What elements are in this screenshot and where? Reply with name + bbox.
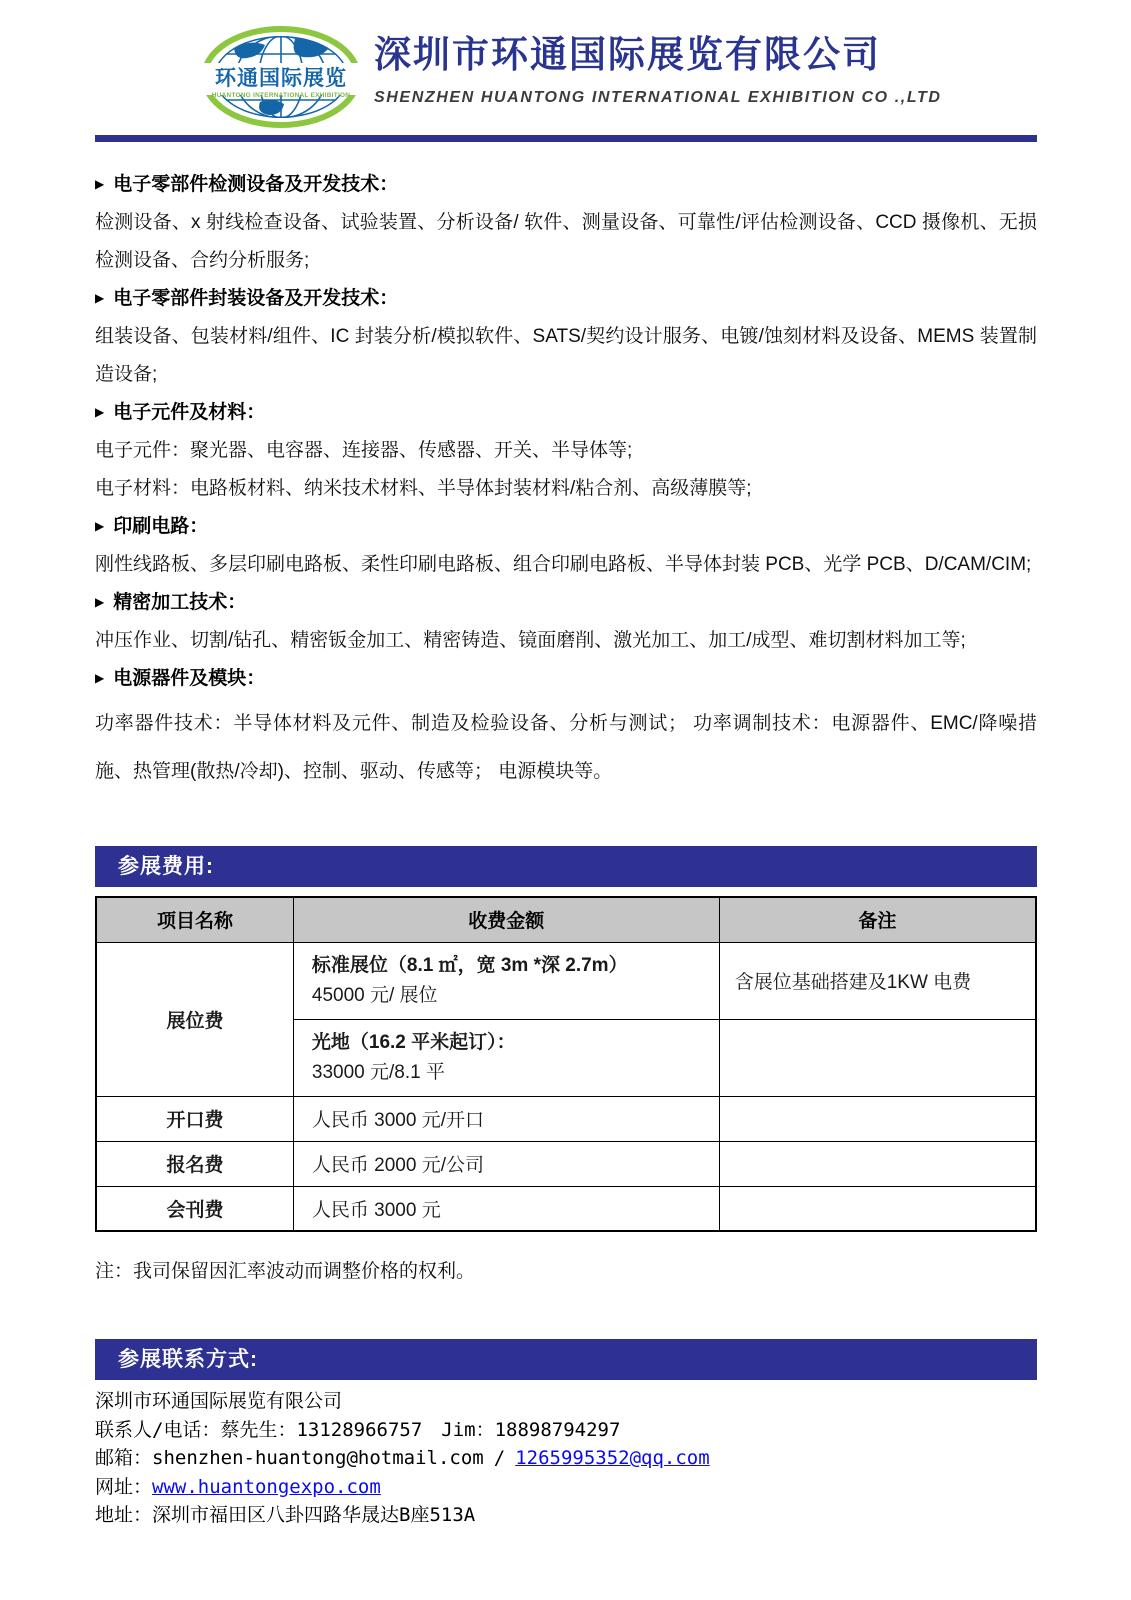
section-heading [95,508,1037,546]
raw-space-title: 光地（16.2 平米起订）： [311,1031,516,1053]
section-heading [95,280,1037,318]
section-body: 组装设备、包装材料/组件、IC 封装分析/模拟软件、SATS/契约设计服务、电镀/蚀刻材料及设备、MEMS 装置制造设备; [95,326,1037,385]
table-row-standard-booth [96,942,1036,1019]
standard-booth-remark: 含展位基础搭建及1KW 电费 [719,942,1036,1019]
web-label: 网址： [95,1475,153,1498]
qq-email-link[interactable]: 1265995352@qq.com [515,1447,710,1469]
section-body: 电子材料：电路板材料、纳米技术材料、半导体封装材料/粘合剂、高级薄膜等; [95,478,752,499]
standard-booth-charge-cell [293,942,719,1019]
header-divider [95,135,1037,142]
section-title: 电源器件及模块： [113,668,266,689]
col-header-item: 项目名称 [96,897,293,942]
catalog-fee-charge: 人民币 3000 元 [293,1186,719,1231]
section-precision-machining [95,584,1037,660]
raw-space-charge-cell [293,1019,719,1096]
opening-fee-charge: 人民币 3000 元/开口 [293,1096,719,1141]
huantong-globe-logo-icon [200,26,362,128]
email-primary: shenzhen-huantong@hotmail.com [152,1447,484,1469]
fees-banner: 参展费用: [95,846,1037,887]
phone-label: 联系人/电话： [95,1418,221,1441]
contact-company: 深圳市环通国际展览有限公司 [95,1390,343,1412]
booth-fee-cell: 展位费 [96,942,293,1096]
email-label: 邮箱： [95,1447,153,1469]
registration-fee-item: 报名费 [96,1141,293,1186]
contact-address-line [95,1501,1037,1530]
phone-value: 蔡先生：13128966757 Jim：18898794297 [220,1418,621,1441]
catalog-fee-remark [719,1186,1036,1231]
section-title: 电子零部件封装设备及开发技术： [113,288,399,309]
section-body: 冲压作业、切割/钻孔、精密钣金加工、精密铸造、镜面磨削、激光加工、加工/成型、难切割材料加工等; [95,630,966,651]
section-components-materials [95,394,1037,508]
section-power-devices [95,660,1037,796]
logo-en-text: HUANTONG INTERNATIONAL EXHIBITION [211,92,351,99]
triangle-bullet-icon: ▶ [95,291,105,305]
triangle-bullet-icon: ▶ [95,519,105,533]
col-header-charge: 收费金额 [293,897,719,942]
standard-booth-price: 45000 元/ 展位 [311,984,438,1006]
company-title-cn: 深圳市环通国际展览有限公司 [374,34,881,75]
section-title: 电子零部件检测设备及开发技术： [113,174,399,195]
contact-banner: 参展联系方式: [95,1339,1037,1380]
section-body: 刚性线路板、多层印刷电路板、柔性印刷电路板、组合印刷电路板、半导体封装 PCB、光学 PCB、D/CAM/CIM; [95,554,1032,575]
contact-phone-line [95,1416,1037,1445]
exhibit-scope-sections [95,166,1037,796]
registration-fee-charge: 人民币 2000 元/公司 [293,1141,719,1186]
contact-block [95,1387,1037,1530]
header-text [374,26,942,107]
website-link[interactable]: www.huantongexpo.com [152,1475,381,1498]
email-separator: / [493,1447,506,1469]
section-title: 精密加工技术： [113,592,247,613]
section-body: 功率器件技术：半导体材料及元件、制造及检验设备、分析与测试； 功率调制技术：电源器件、EMC/降噪措施、热管理(散热/冷却)、控制、驱动、传感等； 电源模块等。 [95,713,1037,782]
catalog-fee-item: 会刊费 [96,1186,293,1231]
triangle-bullet-icon: ▶ [95,671,105,685]
triangle-bullet-icon: ▶ [95,177,105,191]
section-body: 检测设备、x 射线检查设备、试验装置、分析设备/ 软件、测量设备、可靠性/评估检测设备、CCD 摄像机、无损检测设备、合约分析服务; [95,212,1037,271]
section-printed-circuits [95,508,1037,584]
section-heading [95,166,1037,204]
section-title: 印刷电路： [113,516,209,537]
table-row-registration-fee [96,1141,1036,1186]
address-value: 深圳市福田区八卦四路华晟达B座513A [152,1504,476,1526]
section-packaging-equipment [95,280,1037,394]
triangle-bullet-icon: ▶ [95,405,105,419]
raw-space-price: 33000 元/8.1 平 [311,1061,445,1083]
address-label: 地址： [95,1504,153,1526]
opening-fee-remark [719,1096,1036,1141]
registration-fee-remark [719,1141,1036,1186]
col-header-remark: 备注 [719,897,1036,942]
table-row-catalog-fee [96,1186,1036,1231]
company-title-en: SHENZHEN HUANTONG INTERNATIONAL EXHIBITION CO .,LTD [374,88,942,106]
fee-table-header-row [96,897,1036,942]
triangle-bullet-icon: ▶ [95,595,105,609]
opening-fee-item: 开口费 [96,1096,293,1141]
raw-space-remark [719,1019,1036,1096]
section-heading [95,584,1037,622]
exchange-rate-note: 注：我司保留因汇率波动而调整价格的权利。 [95,1261,476,1282]
section-heading [95,394,1037,432]
fee-table [95,896,1037,1232]
contact-email-line [95,1444,1037,1473]
section-body: 电子元件：聚光器、电容器、连接器、传感器、开关、半导体等; [95,440,633,461]
table-row-opening-fee [96,1096,1036,1141]
document-header [95,0,1037,128]
section-heading [95,660,1037,698]
section-title: 电子元件及材料： [113,402,266,423]
contact-web-line [95,1473,1037,1502]
standard-booth-title: 标准展位（8.1 ㎡，宽 3m *深 2.7m） [311,954,628,976]
logo-cn-text: 环通国际展览 [215,67,347,90]
section-detection-equipment [95,166,1037,280]
